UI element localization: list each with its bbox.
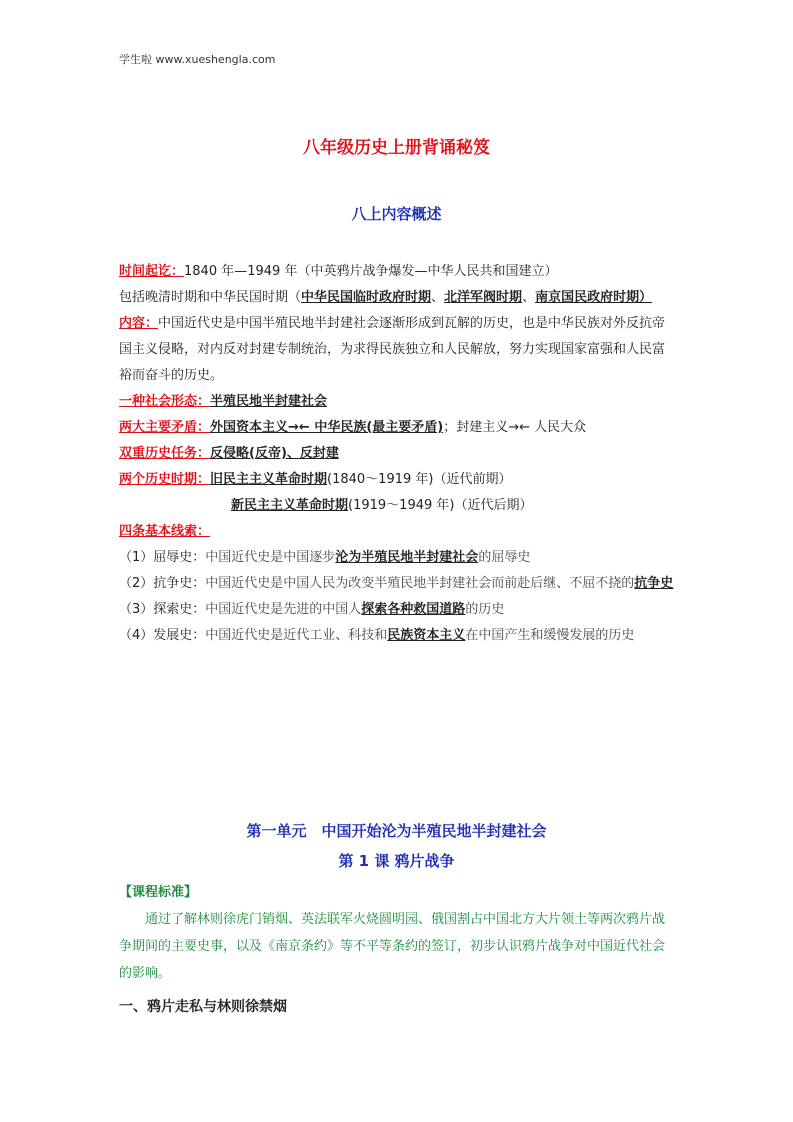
time-label: 时间起讫： — [119, 264, 185, 279]
lesson-title: 第 1 课 鸦片战争 — [338, 852, 455, 870]
unit-title: 第一单元 中国开始沦为半殖民地半封建社会 — [246, 822, 547, 840]
curriculum-standard-label: 【课程标准】 — [119, 885, 198, 900]
clue-text: 的屈辱史 — [478, 550, 531, 565]
history-period-line-1 — [119, 467, 675, 493]
periods-prefix: 包括晚清时期和中华民国时期（ — [119, 290, 302, 305]
periods-separator: 、 — [431, 290, 445, 305]
overview-content — [119, 259, 675, 649]
clue-text: 的历史 — [465, 602, 505, 617]
clue-item — [119, 545, 675, 571]
content-text: 中国近代史是中国半殖民地半封建社会逐渐形成到瓦解的历史，也是中华民族对外反抗帝国主义侵略，对内反对封建专制统治，为求得民族独立和人民解放，努力实现国家富强和人民富裕而奋斗的历史。 — [119, 316, 666, 383]
clues-label: 四条基本线索： — [119, 524, 211, 539]
history-period-line-2 — [119, 493, 675, 519]
social-form-line — [119, 389, 675, 415]
social-form-label: 一种社会形态： — [119, 394, 211, 409]
clue-item — [119, 571, 675, 597]
social-form-value: 半殖民地半封建社会 — [210, 394, 328, 409]
time-value: 1840 年—1949 年（中英鸦片战争爆发—中华人民共和国建立） — [184, 264, 558, 279]
new-period-years: (1919～1949 年)（近代后期） — [348, 498, 533, 513]
new-democratic-period: 新民主主义革命时期 — [231, 498, 349, 513]
clue-head: （1）屈辱史： — [119, 550, 206, 565]
clue-text: 中国近代史是先进的中国人 — [205, 602, 362, 617]
period-2: 北洋军阀时期 — [444, 290, 523, 305]
tasks-label: 双重历史任务： — [119, 446, 211, 461]
clue-head: （4）发展史： — [119, 628, 206, 643]
main-contradiction: 外国资本主义→← 中华民族(最主要矛盾) — [210, 420, 444, 435]
clue-head: （2）抗争史： — [119, 576, 206, 591]
history-periods-label: 两个历史时期： — [119, 472, 211, 487]
clue-item — [119, 597, 675, 623]
tasks-line — [119, 441, 675, 467]
clue-text: 中国近代史是中国人民为改变半殖民地半封建社会而前赴后继、不屈不挠的 — [205, 576, 635, 591]
periods-line — [119, 285, 675, 311]
clue-head: （3）探索史： — [119, 602, 206, 617]
clue-key: 探索各种救国道路 — [361, 602, 466, 617]
content-label: 内容： — [119, 316, 159, 331]
contradictions-line — [119, 415, 675, 441]
section-heading: 一、鸦片走私与林则徐禁烟 — [119, 999, 287, 1015]
clue-text: 在中国产生和缓慢发展的历史 — [465, 628, 635, 643]
clue-text: 中国近代史是中国逐步 — [205, 550, 336, 565]
content-paragraph — [119, 311, 675, 389]
page-title: 八年级历史上册背诵秘笈 — [303, 138, 490, 158]
time-line — [119, 259, 675, 285]
clue-key: 抗争史 — [634, 576, 674, 591]
overview-heading: 八上内容概述 — [351, 205, 442, 223]
period-1: 中华民国临时政府时期 — [301, 290, 432, 305]
old-democratic-period: 旧民主主义革命时期 — [210, 472, 328, 487]
curriculum-standard-text: 通过了解林则徐虎门销烟、英法联军火烧圆明园、俄国割占中国北方大片领土等两次鸦片战争期间的主要史事，以及《南京条约》等不平等条约的签订，初步认识鸦片战争对中国近代社会的影响。 — [119, 912, 666, 981]
contradictions-label: 两大主要矛盾： — [119, 420, 211, 435]
tasks-value: 反侵略(反帝)、反封建 — [210, 446, 339, 461]
site-header: 学生啦 www.xueshengla.com — [119, 53, 276, 66]
clues-heading-line — [119, 519, 675, 545]
clue-item — [119, 623, 675, 649]
period-3: 南京国民政府时期） — [535, 290, 653, 305]
clue-key: 民族资本主义 — [387, 628, 466, 643]
old-period-years: (1840～1919 年)（近代前期） — [327, 472, 512, 487]
clue-key: 沦为半殖民地半封建社会 — [335, 550, 479, 565]
other-contradiction: ；封建主义→← 人民大众 — [443, 420, 587, 435]
periods-separator: 、 — [522, 290, 536, 305]
clue-text: 中国近代史是近代工业、科技和 — [205, 628, 388, 643]
